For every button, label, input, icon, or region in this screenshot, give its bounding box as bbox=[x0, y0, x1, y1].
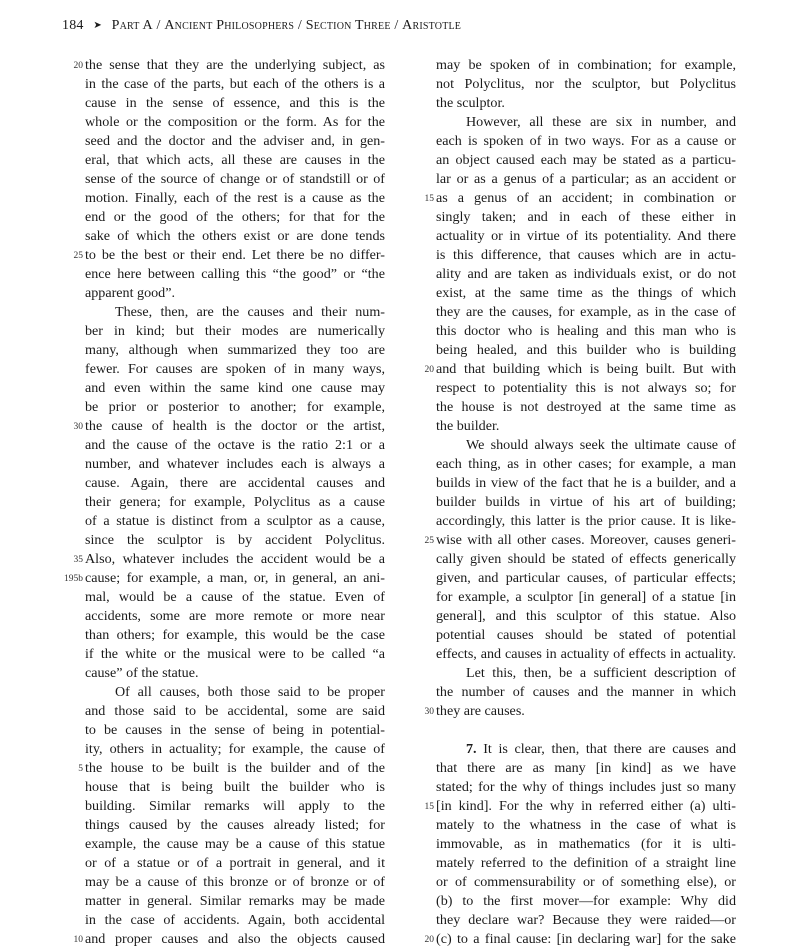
text-line bbox=[85, 474, 385, 493]
text-line bbox=[85, 322, 385, 341]
line-text: immovable, as in mathematics (for it is ulti- bbox=[436, 836, 736, 852]
header-divider: / bbox=[394, 18, 399, 33]
line-text: or of a statue or of a portrait in general, and it bbox=[85, 855, 385, 871]
text-line bbox=[436, 151, 736, 170]
text-line bbox=[436, 854, 736, 873]
line-text: cause in the sense of essence, and this is the bbox=[85, 95, 385, 111]
text-line bbox=[85, 341, 385, 360]
text-line bbox=[436, 227, 736, 246]
line-text: is this difference, that causes which are in actu- bbox=[436, 247, 736, 263]
line-text: they are the causes, for example, as in the case of bbox=[436, 304, 736, 320]
text-line bbox=[85, 227, 385, 246]
line-text: Of all causes, both those said to be proper bbox=[115, 684, 385, 700]
line-text: of a statue is distinct from a sculptor as a cause, bbox=[85, 513, 385, 529]
text-line bbox=[436, 265, 736, 284]
text-line bbox=[85, 151, 385, 170]
line-text: mal, would be a cause of the statue. Even of bbox=[85, 589, 385, 605]
line-text: or of commensurability or of something else), or bbox=[436, 874, 736, 890]
text-line bbox=[424, 930, 736, 949]
text-line bbox=[436, 873, 736, 892]
line-number-marker: 15 bbox=[424, 802, 434, 812]
line-text: These, then, are the causes and their num- bbox=[115, 304, 385, 320]
line-text: being healed, and this builder who is building bbox=[436, 342, 736, 358]
text-line bbox=[64, 569, 385, 588]
text-line bbox=[436, 569, 736, 588]
text-line bbox=[85, 379, 385, 398]
line-text: seed and the doctor and the adviser and, in gen- bbox=[85, 133, 385, 149]
text-line bbox=[436, 474, 736, 493]
running-header bbox=[62, 18, 461, 34]
text-line bbox=[436, 911, 736, 930]
line-text: actuality or in virtue of its potentiality. And there bbox=[436, 228, 736, 244]
text-line bbox=[85, 892, 385, 911]
text-line bbox=[436, 816, 736, 835]
text-line bbox=[436, 398, 736, 417]
header-part: Part A bbox=[111, 18, 153, 33]
text-line bbox=[436, 892, 736, 911]
line-text: and those said to be accidental, some are said bbox=[85, 703, 385, 719]
line-text: accordingly, this latter is the prior cause. It is like- bbox=[436, 513, 736, 529]
line-text: cally given should be stated of effects generically bbox=[436, 551, 736, 567]
line-text: eral, that which acts, all these are causes in the bbox=[85, 152, 385, 168]
line-text: to be the best or their end. Let there be no differ- bbox=[85, 247, 385, 263]
text-line bbox=[73, 550, 385, 569]
line-text: (b) to the first mover—for example: Why did bbox=[436, 893, 736, 909]
line-text: end or the good of the others; for that for the bbox=[85, 209, 385, 225]
text-line bbox=[85, 113, 385, 132]
line-text: builds in view of the fact that he is a builder, and a bbox=[436, 475, 736, 491]
text-line bbox=[85, 816, 385, 835]
text-line bbox=[436, 645, 736, 664]
text-line bbox=[424, 360, 736, 379]
line-text: may be spoken of in combination; for example, bbox=[436, 57, 736, 73]
line-text: many, although when summarized they too are bbox=[85, 342, 385, 358]
text-line bbox=[436, 246, 736, 265]
line-text: Let this, then, be a sufficient description of bbox=[466, 665, 736, 681]
line-text: mately to the whatness in the case of what is bbox=[436, 817, 736, 833]
left-text-column bbox=[64, 56, 385, 949]
line-text: things caused by the causes already listed; for bbox=[85, 817, 385, 833]
page-number: 184 bbox=[62, 18, 84, 33]
text-line bbox=[436, 683, 736, 702]
line-number-marker: 35 bbox=[73, 555, 83, 565]
line-text: the house is not destroyed at the same time as bbox=[436, 399, 736, 415]
line-text: in the case of accidents. Again, both accidental bbox=[85, 912, 385, 928]
line-text: as a genus of an accident; in combination or bbox=[436, 190, 736, 206]
text-line bbox=[436, 550, 736, 569]
text-line bbox=[436, 626, 736, 645]
text-line bbox=[85, 778, 385, 797]
line-number-marker: 20 bbox=[424, 935, 434, 945]
text-line bbox=[85, 664, 385, 683]
diamond-arrow-icon: ➤ bbox=[93, 20, 102, 31]
text-line bbox=[85, 512, 385, 531]
line-text: effects, and causes in actuality of effects in actuality. bbox=[436, 646, 736, 662]
line-text: lar or as a genus of a particular; as an accident or bbox=[436, 171, 736, 187]
text-line bbox=[436, 417, 736, 436]
text-line bbox=[85, 360, 385, 379]
text-line bbox=[424, 189, 736, 208]
line-number-marker: 10 bbox=[73, 935, 83, 945]
line-text: mately referred to the definition of a straight line bbox=[436, 855, 736, 871]
line-text: their genera; for example, Polyclitus as a cause bbox=[85, 494, 385, 510]
text-line bbox=[436, 759, 736, 778]
line-text: whole or the composition or the form. As for the bbox=[85, 114, 385, 130]
line-text: builder builds in virtue of his art of building; bbox=[436, 494, 736, 510]
text-line bbox=[73, 417, 385, 436]
line-text: It is clear, then, that there are causes and bbox=[483, 741, 736, 757]
line-text: number, and whatever includes each is always a bbox=[85, 456, 385, 472]
line-number-marker: 30 bbox=[73, 422, 83, 432]
text-line bbox=[436, 740, 736, 759]
text-line bbox=[85, 721, 385, 740]
line-text: cause” of the statue. bbox=[85, 665, 199, 681]
header-divider: / bbox=[156, 18, 161, 33]
header-book: Ancient Philosophers bbox=[164, 18, 295, 33]
line-text: ality and are taken as individuals exist, or do not bbox=[436, 266, 736, 282]
text-line bbox=[436, 170, 736, 189]
text-line bbox=[436, 455, 736, 474]
line-text: and even within the same kind one cause may bbox=[85, 380, 385, 396]
text-line bbox=[85, 132, 385, 151]
line-text: may be a cause of this bronze or of bronze or of bbox=[85, 874, 385, 890]
text-line bbox=[85, 493, 385, 512]
text-line bbox=[424, 702, 736, 721]
text-line bbox=[85, 436, 385, 455]
line-text: given, and particular causes, of particular effects; bbox=[436, 570, 736, 586]
text-line bbox=[73, 246, 385, 265]
line-text: exist, at the same time as the things of which bbox=[436, 285, 736, 301]
line-text: the cause of health is the doctor or the artist, bbox=[85, 418, 385, 434]
line-text: an object caused each may be stated as a particu- bbox=[436, 152, 736, 168]
line-text: the builder. bbox=[436, 418, 500, 434]
text-line bbox=[436, 303, 736, 322]
line-text: and that building which is being built. But with bbox=[436, 361, 736, 377]
text-line bbox=[85, 702, 385, 721]
line-text: than others; for example, this would be the case bbox=[85, 627, 385, 643]
line-text: this doctor who is healing and this man who is bbox=[436, 323, 736, 339]
text-line bbox=[85, 75, 385, 94]
line-text: each is spoken of in two ways. For as a cause or bbox=[436, 133, 736, 149]
text-line bbox=[85, 208, 385, 227]
line-number-marker: 5 bbox=[78, 764, 83, 774]
line-text: the house to be built is the builder and of the bbox=[85, 760, 385, 776]
line-number-marker: 25 bbox=[424, 536, 434, 546]
text-line bbox=[436, 56, 736, 75]
line-text: for example, a sculptor [in general] of a statue [in bbox=[436, 589, 736, 605]
line-text: matter in general. Similar remarks may be made bbox=[85, 893, 385, 909]
line-text: respect to potentiality this is not always so; for bbox=[436, 380, 736, 396]
line-text: the number of causes and the manner in which bbox=[436, 684, 736, 700]
line-text: (c) to a final cause: [in declaring war] for the sake bbox=[436, 931, 736, 947]
text-line bbox=[78, 759, 385, 778]
right-text-column bbox=[424, 56, 736, 949]
text-line bbox=[436, 607, 736, 626]
line-text: the sculptor. bbox=[436, 95, 505, 111]
text-line bbox=[85, 911, 385, 930]
text-line bbox=[73, 56, 385, 75]
text-line bbox=[73, 930, 385, 949]
text-line bbox=[85, 797, 385, 816]
line-text: general], and this sculptor of this statue. Also bbox=[436, 608, 736, 624]
text-line bbox=[436, 436, 736, 455]
line-text: house that is being built the builder who is bbox=[85, 779, 385, 795]
text-line bbox=[85, 265, 385, 284]
line-text: each thing, as in other cases; for example, a man bbox=[436, 456, 736, 472]
line-number-marker: 25 bbox=[73, 251, 83, 261]
line-text: example, the cause may be a cause of this statue bbox=[85, 836, 385, 852]
text-line bbox=[436, 113, 736, 132]
line-number-marker: 20 bbox=[73, 61, 83, 71]
text-line bbox=[85, 94, 385, 113]
text-line bbox=[436, 512, 736, 531]
line-text: We should always seek the ultimate cause of bbox=[466, 437, 736, 453]
header-divider: / bbox=[297, 18, 302, 33]
line-text: cause; for example, a man, or, in general, an ani- bbox=[85, 570, 385, 586]
line-text: in the case of the parts, but each of the others is a bbox=[85, 76, 385, 92]
text-line bbox=[424, 531, 736, 550]
line-text: apparent good”. bbox=[85, 285, 176, 301]
line-text: they declare war? Because they were raided—or bbox=[436, 912, 736, 928]
line-text: and the cause of the octave is the ratio 2:1 or a bbox=[85, 437, 385, 453]
line-text: [in kind]. For the why in referred either (a) ulti- bbox=[436, 798, 736, 814]
text-line bbox=[436, 588, 736, 607]
text-line bbox=[85, 284, 385, 303]
text-line bbox=[85, 531, 385, 550]
line-text: However, all these are six in number, and bbox=[466, 114, 736, 130]
line-text: Also, whatever includes the accident would be a bbox=[85, 551, 385, 567]
line-number-marker: 30 bbox=[424, 707, 434, 717]
line-text: ity, others in actuality; for example, the cause of bbox=[85, 741, 385, 757]
header-author: Aristotle bbox=[402, 18, 462, 33]
line-text: if the white or the musical were to be called “a bbox=[85, 646, 385, 662]
line-text: ber in kind; but their modes are numerically bbox=[85, 323, 385, 339]
text-line bbox=[424, 797, 736, 816]
line-text: cause. Again, there are accidental causes and bbox=[85, 475, 385, 491]
line-text: be prior or posterior to another; for example, bbox=[85, 399, 385, 415]
text-line bbox=[85, 683, 385, 702]
text-line bbox=[436, 778, 736, 797]
text-line bbox=[436, 322, 736, 341]
line-number-marker: 195b bbox=[64, 574, 83, 584]
text-line bbox=[85, 189, 385, 208]
line-number-marker: 15 bbox=[424, 194, 434, 204]
text-line bbox=[85, 626, 385, 645]
line-text: accidents, some are more remote or more near bbox=[85, 608, 385, 624]
text-line bbox=[436, 132, 736, 151]
section-number: 7. bbox=[466, 741, 477, 757]
text-line bbox=[85, 740, 385, 759]
line-text: sense of the source of change or of standstill or of bbox=[85, 171, 385, 187]
line-text: stated; for the why of things includes just so many bbox=[436, 779, 736, 795]
line-text: since the sculptor is by accident Polyclitus. bbox=[85, 532, 385, 548]
line-text: singly taken; and in each of these either in bbox=[436, 209, 736, 225]
header-section: Section Three bbox=[305, 18, 391, 33]
text-line bbox=[436, 208, 736, 227]
text-line bbox=[85, 303, 385, 322]
text-line bbox=[436, 94, 736, 113]
line-text: sake of which the others exist or are done tends bbox=[85, 228, 385, 244]
text-line bbox=[85, 607, 385, 626]
text-line bbox=[85, 835, 385, 854]
text-line bbox=[85, 588, 385, 607]
text-line bbox=[85, 455, 385, 474]
text-line bbox=[85, 170, 385, 189]
text-line bbox=[85, 645, 385, 664]
line-text: the sense that they are the underlying subject, as bbox=[85, 57, 385, 73]
line-text: fewer. For causes are spoken of in many ways, bbox=[85, 361, 385, 377]
text-line bbox=[436, 284, 736, 303]
text-line bbox=[85, 398, 385, 417]
text-line bbox=[436, 379, 736, 398]
line-text: not Polyclitus, nor the sculptor, but Polyclitus bbox=[436, 76, 736, 92]
text-line bbox=[436, 341, 736, 360]
text-line bbox=[436, 835, 736, 854]
line-text: building. Similar remarks will apply to the bbox=[85, 798, 385, 814]
line-text: that there are as many [in kind] as we have bbox=[436, 760, 736, 776]
line-text: and proper causes and also the objects caused bbox=[85, 931, 385, 947]
line-text: to be causes in the sense of being in potential- bbox=[85, 722, 385, 738]
line-text: they are causes. bbox=[436, 703, 525, 719]
line-text: motion. Finally, each of the rest is a cause as the bbox=[85, 190, 385, 206]
line-text: potential causes should be stated of potential bbox=[436, 627, 736, 643]
line-text: wise with all other cases. Moreover, causes generi- bbox=[436, 532, 736, 548]
text-line bbox=[436, 664, 736, 683]
text-line bbox=[85, 873, 385, 892]
text-line bbox=[436, 493, 736, 512]
line-text: ence here between calling this “the good” or “the bbox=[85, 266, 385, 282]
text-line bbox=[436, 75, 736, 94]
text-line bbox=[85, 854, 385, 873]
line-number-marker: 20 bbox=[424, 365, 434, 375]
